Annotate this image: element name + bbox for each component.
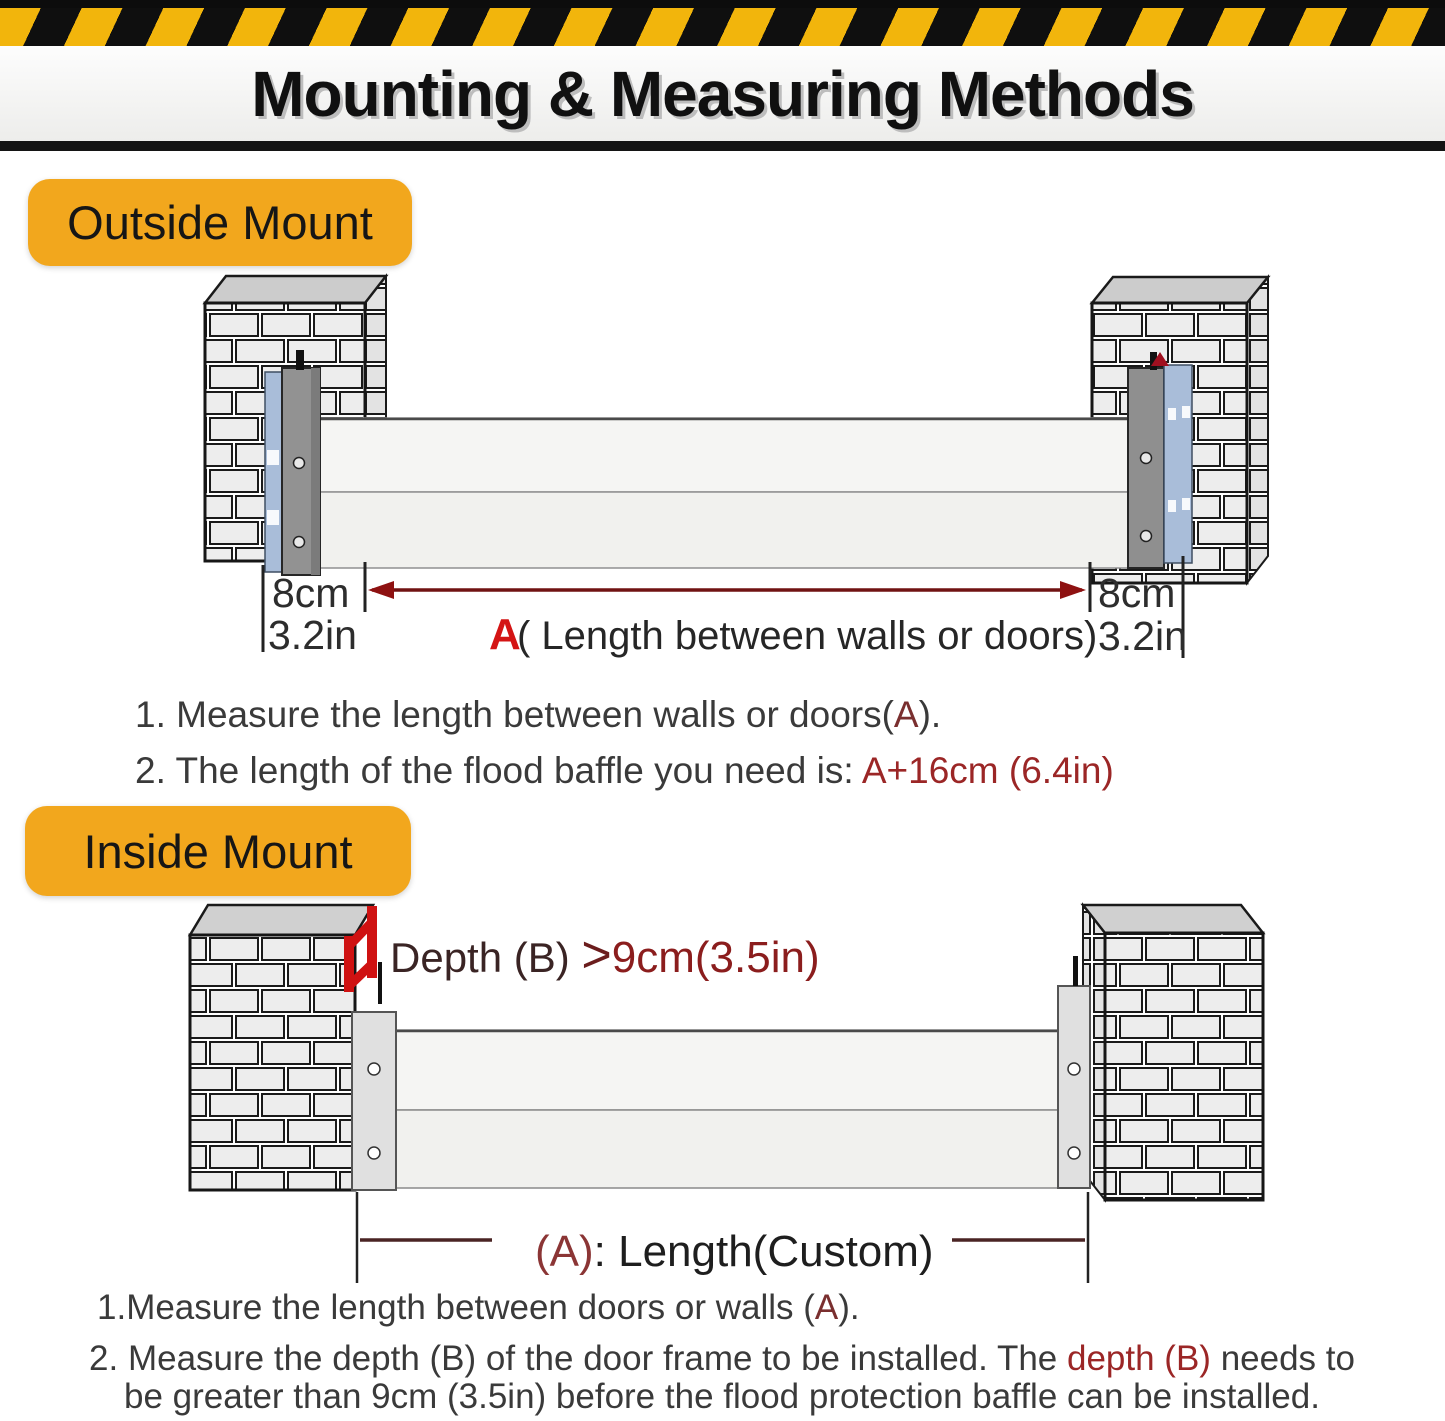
dim-right-cm: 8cm (1098, 570, 1176, 616)
dimension-inside (357, 1192, 1088, 1283)
outside-mount-badge-label: Outside Mount (67, 196, 373, 249)
wall-channel-left (265, 372, 282, 572)
hazard-stripe-banner (0, 0, 1445, 46)
flood-barrier-panels (320, 418, 1133, 568)
outside-mount-steps (135, 694, 1114, 806)
depth-label: Depth (B) >9cm(3.5in) (390, 926, 820, 984)
inside-mount-badge (25, 806, 411, 896)
dim-left-cm: 8cm (272, 570, 350, 616)
length-custom-label: (A): Length(Custom) (535, 1227, 934, 1276)
outside-mount-badge (28, 179, 412, 266)
outside-mount-diagram (0, 260, 1445, 660)
door-frame-channel-left (352, 1012, 396, 1190)
outside-step-1: 1. Measure the length between walls or doors(A). (135, 694, 942, 735)
arrowhead-left-icon (368, 581, 394, 599)
dim-left-in: 3.2in (268, 612, 357, 658)
inside-mount-badge-label: Inside Mount (83, 824, 353, 878)
door-frame-channel-right (1058, 956, 1090, 1188)
header-divider (0, 141, 1445, 151)
flood-barrier-panels-2 (396, 1030, 1058, 1188)
inside-step-1: 1.Measure the length between doors or walls (A). (97, 1288, 860, 1327)
end-bracket-right (1128, 352, 1164, 568)
arrowhead-right-icon (1060, 581, 1086, 599)
page-title: Mounting & Measuring Methods (251, 57, 1194, 130)
title-band (0, 46, 1445, 141)
outside-step-2: 2. The length of the flood baffle you need is: A+16cm (6.4in) (135, 750, 1114, 791)
wall-channel-right (1164, 365, 1192, 563)
dim-a-caption: ( Length between walls or doors) (517, 614, 1098, 658)
brick-pillar-right-2 (1083, 905, 1263, 1200)
dim-a-letter: A (489, 610, 521, 659)
inside-step-2: 2. Measure the depth (B) of the door frame to be installed. The depth (B) needs to be greater than 9cm (3.5in) before the flood protection baffle can be installed. (89, 1339, 1355, 1416)
dim-right-in: 3.2in (1098, 613, 1187, 659)
inside-mount-diagram (0, 890, 1445, 1290)
dimension-outside (263, 556, 1187, 659)
end-bracket-left (282, 350, 320, 575)
